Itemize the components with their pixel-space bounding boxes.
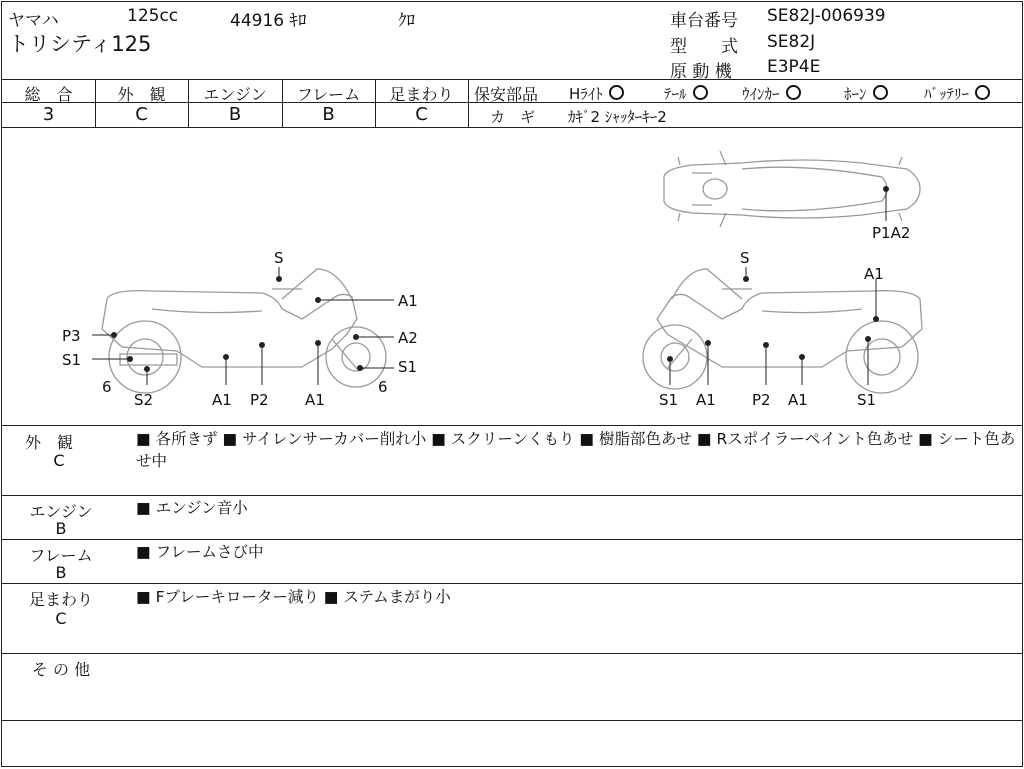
section-engine-notes: ■ エンジン音小 [136, 499, 248, 517]
type-label: 型 式 [670, 37, 738, 57]
key-value: ｶｷﾞ2 ｼｬｯﾀｰｷｰ2 [568, 108, 667, 126]
engine-value: E3P4E [767, 57, 821, 77]
safety-headlight: Hﾗｲﾄ [569, 83, 624, 104]
model-name: トリシティ125 [8, 32, 152, 56]
diagram-label-p2: P2 [250, 391, 269, 409]
color: ｸﾛ [398, 11, 415, 31]
scooter-left-side [102, 269, 386, 393]
divider [468, 79, 469, 127]
divider [2, 127, 1022, 128]
section-frame-grade: B [55, 563, 67, 582]
section-engine-label: エンジン [29, 502, 93, 521]
grade-suspension-value: C [415, 104, 428, 125]
grade-total-label: 総 合 [24, 85, 73, 104]
scooter-top-view [664, 151, 920, 227]
mileage: 44916 ｷﾛ [230, 11, 307, 31]
divider [2, 653, 1022, 654]
grade-frame-label: フレーム [296, 85, 361, 104]
grade-exterior-label: 外 観 [117, 85, 166, 104]
section-frame-notes: ■ フレームさび中 [136, 543, 264, 561]
ok-circle-icon [609, 85, 624, 100]
divider [2, 583, 1022, 584]
divider [2, 79, 1022, 80]
diagram-label-a1: A1 [788, 391, 808, 409]
type-value: SE82J [767, 32, 816, 52]
grade-frame-value: B [322, 104, 335, 125]
grade-total-value: 3 [42, 104, 55, 125]
ok-circle-icon [873, 85, 888, 100]
ok-circle-icon [786, 85, 801, 100]
ok-circle-icon [693, 85, 708, 100]
section-suspension-notes: ■ Fブレーキローター減り ■ ステムまがり小 [136, 588, 451, 606]
safety-tail: ﾃｰﾙ [664, 83, 708, 104]
divider [2, 539, 1022, 540]
safety-label: 保安部品 [474, 85, 539, 104]
section-exterior-grade: C [53, 451, 65, 470]
frame-no-label: 車台番号 [670, 11, 738, 31]
diagram-label-s: S [740, 249, 750, 267]
scooter-right-side [643, 269, 922, 393]
section-frame-label: フレーム [29, 546, 93, 565]
damage-diagram [2, 129, 1022, 425]
maker: ヤマハ [8, 11, 59, 31]
grade-engine-label: エンジン [203, 85, 267, 104]
diagram-label-a1: A1 [696, 391, 716, 409]
grade-engine-value: B [228, 104, 242, 125]
diagram-label-s1: S1 [62, 351, 82, 369]
divider [468, 102, 1022, 103]
section-exterior-label: 外 観 [24, 433, 73, 452]
section-suspension-label: 足まわり [28, 590, 93, 609]
grade-suspension-label: 足まわり [389, 85, 454, 104]
diagram-label-s1: S1 [857, 391, 877, 409]
grade-exterior-value: C [135, 104, 148, 125]
safety-winker: ｳｲﾝｶｰ [742, 83, 801, 104]
divider [2, 720, 1022, 721]
diagram-label-s1: S1 [659, 391, 679, 409]
diagram-label-6: 6 [378, 378, 388, 396]
divider [2, 495, 1022, 496]
safety-horn: ﾎｰﾝ [844, 83, 888, 104]
diagram-label-a2: A2 [398, 329, 418, 347]
displacement: 125cc [127, 6, 179, 26]
section-exterior-notes: ■ 各所きず ■ サイレンサーカバー削れ小 ■ スクリーンくもり ■ 樹脂部色あせ ■ Rスポイラーペイント色あせ ■ シート色あせ中 [136, 430, 1016, 470]
diagram-label-6: 6 [102, 378, 112, 396]
diagram-label-a1: A1 [212, 391, 232, 409]
diagram-label-a1: A1 [398, 292, 418, 310]
ok-circle-icon [975, 85, 990, 100]
diagram-label-s1: S1 [398, 358, 418, 376]
diagram-label-s2: S2 [134, 391, 154, 409]
section-engine-grade: B [55, 519, 67, 538]
engine-label: 原 動 機 [670, 62, 732, 82]
key-label: カ ギ [490, 108, 536, 126]
diagram-label-s: S [274, 249, 284, 267]
safety-battery: ﾊﾞｯﾃﾘｰ [924, 83, 990, 104]
section-suspension-grade: C [55, 609, 67, 628]
diagram-label-p3: P3 [62, 327, 81, 345]
diagram-label-p1a2: P1A2 [872, 224, 911, 242]
section-other-label: そ の 他 [31, 660, 91, 679]
diagram-label-a1: A1 [305, 391, 325, 409]
divider [2, 425, 1022, 426]
diagram-label-a1: A1 [864, 265, 884, 283]
inspection-sheet [1, 1, 1023, 767]
frame-no: SE82J-006939 [767, 6, 886, 26]
diagram-label-p2: P2 [752, 391, 771, 409]
